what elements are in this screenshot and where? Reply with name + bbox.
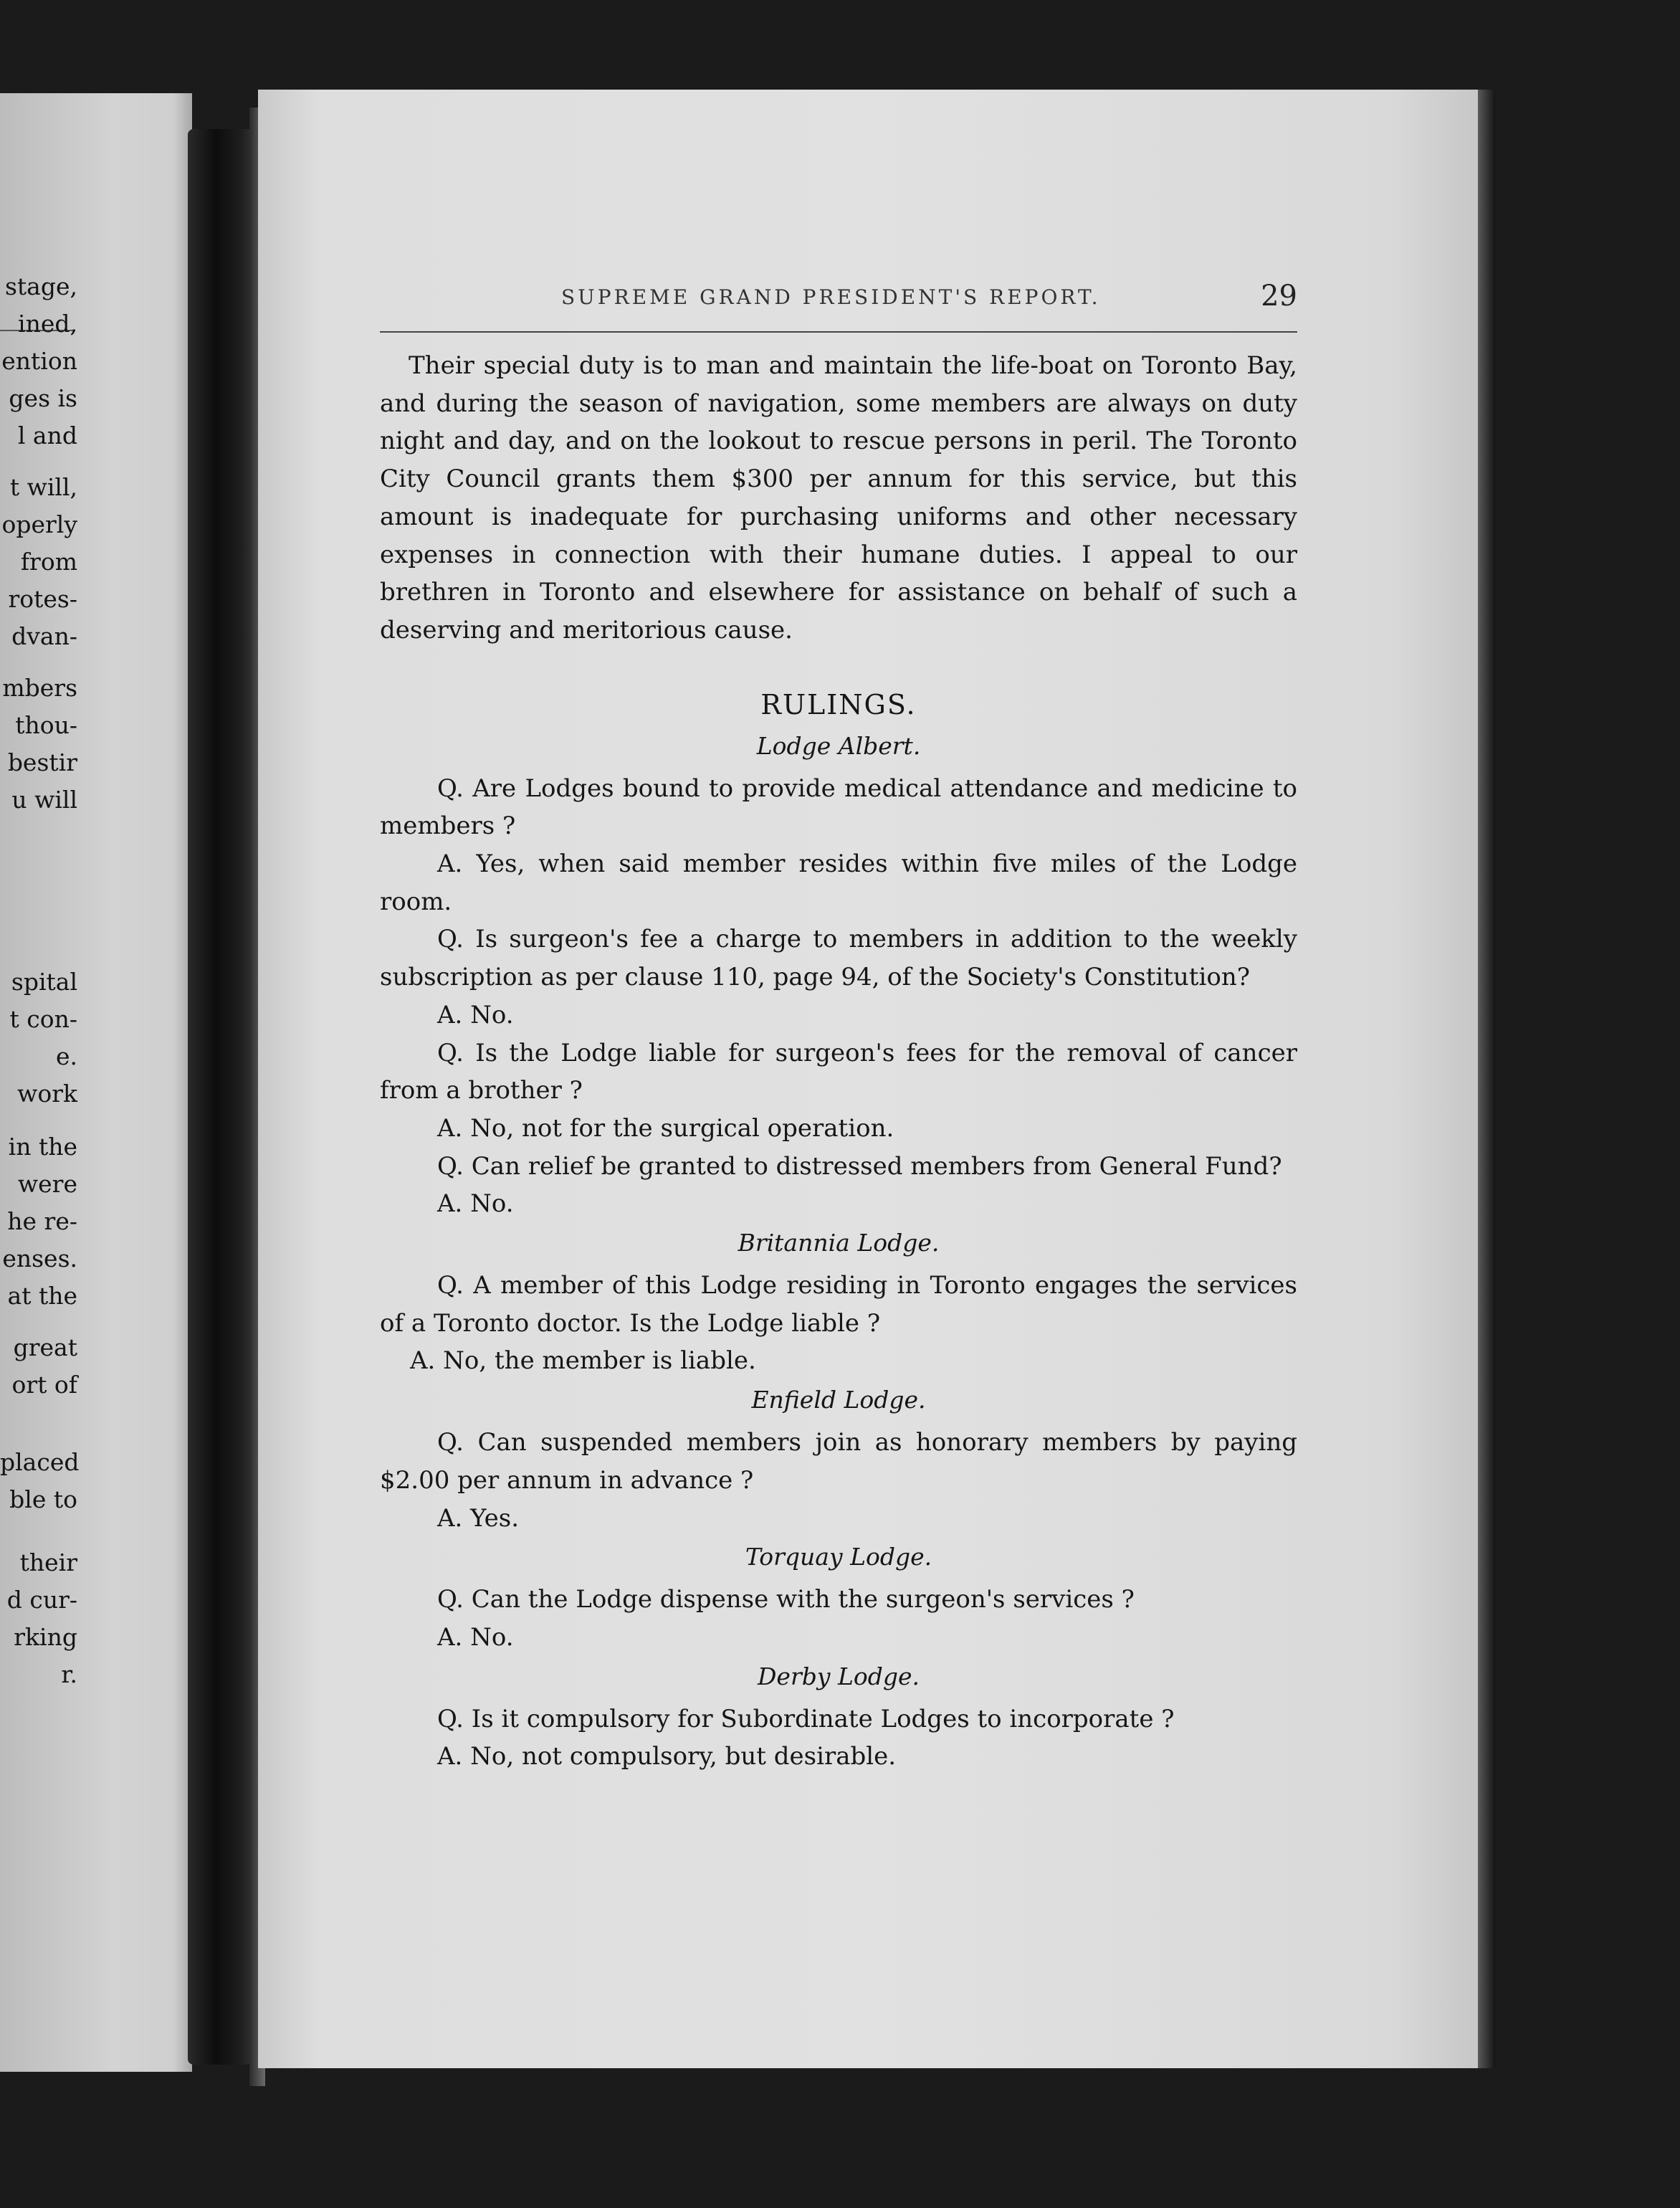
left-page-line: ble to (9, 1485, 77, 1513)
question: Q. Is the Lodge liable for surgeon's fees for the removal of cancer from a brother ? (380, 1038, 1297, 1105)
page-edge (1478, 90, 1495, 2068)
left-page-line: ges is (9, 384, 77, 412)
left-page-line: work (17, 1080, 77, 1108)
left-page-line: operly (1, 510, 77, 538)
question: Q. Are Lodges bound to provide medical attendance and medicine to members ? (380, 774, 1297, 841)
answer: A. No. (437, 1189, 514, 1219)
answer: A. No, not for the surgical operation. (437, 1113, 894, 1143)
left-page-line: spital (11, 968, 77, 996)
left-page-line: ort of (11, 1371, 77, 1399)
answer: A. Yes, when said member resides within five miles of the Lodge room. (380, 850, 1297, 916)
question: Q. Can suspended members join as honorary members by paying $2.00 per annum in advance ? (380, 1428, 1297, 1495)
left-page-line: their (19, 1548, 77, 1576)
left-page-line: he re- (7, 1207, 77, 1235)
left-page-line: r. (61, 1660, 77, 1688)
question: Q. Is it compulsory for Subordinate Lodges to incorporate ? (437, 1704, 1175, 1733)
left-page-line: mbers (2, 674, 77, 702)
left-page-line: d cur- (6, 1586, 77, 1614)
left-page-line: bestir (7, 748, 77, 776)
running-header (380, 280, 1297, 323)
left-page-line: dvan- (11, 622, 77, 650)
left-page-line: e. (55, 1042, 77, 1070)
left-page-line: placed (0, 1448, 80, 1476)
lodge-heading-derby: Derby Lodge. (757, 1662, 920, 1690)
lodge-heading-albert: Lodge Albert. (756, 731, 921, 760)
left-page-line: rotes- (8, 585, 77, 613)
left-page-line: t con- (9, 1005, 77, 1033)
header-rule (380, 331, 1297, 333)
left-page-line: t will, (9, 473, 77, 501)
lodge-heading-torquay: Torquay Lodge. (745, 1543, 932, 1571)
left-page-line: in the (8, 1133, 77, 1161)
left-page-line: ention (1, 347, 77, 375)
page-number: 29 (1261, 280, 1297, 313)
running-title: SUPREME GRAND PRESIDENT'S REPORT. (561, 285, 1101, 309)
left-page (0, 93, 192, 2072)
lodge-heading-enfield: Enfield Lodge. (751, 1386, 926, 1414)
question: Q. Is surgeon's fee a charge to members in addition to the weekly subscription as per clause 110, page 94, of the Society's Constitution? (380, 925, 1297, 992)
left-page-line: from (20, 548, 77, 576)
left-page-line: great (13, 1333, 77, 1361)
answer: A. No, not compulsory, but desirable. (437, 1742, 897, 1771)
rulings-heading: RULINGS. (760, 688, 917, 720)
left-page-line: thou- (15, 711, 77, 739)
left-page-line: u will (11, 786, 77, 814)
left-page-line: were (17, 1170, 77, 1198)
left-page-line: enses. (2, 1245, 77, 1272)
left-page-line: ined, (18, 310, 77, 338)
left-page-line: at the (7, 1282, 77, 1310)
answer: A. No. (437, 1000, 514, 1029)
question: Q. A member of this Lodge residing in Toronto engages the services of a Toronto doctor. Is the Lodge liable ? (380, 1271, 1297, 1338)
answer: A. No. (437, 1622, 514, 1652)
page-content (380, 280, 1297, 1776)
intro-paragraph: Their special duty is to man and maintain the life-boat on Toronto Bay, and during the season of navigation, some members are always on duty night and day, and on the lookout to rescue persons in peril. The Toronto City Council grants them $300 per annum for this service, but this amount is inadequate for purchasing uniforms and other necessary expenses in connection with their humane duties. I appeal to our brethren in Toronto and elsewhere for assistance on behalf of such a deserving and meritorious cause. (380, 351, 1297, 644)
question: Q. Can the Lodge dispense with the surgeon's services ? (437, 1585, 1135, 1614)
left-page-line: l and (17, 422, 77, 449)
left-page-line: stage, (4, 272, 77, 300)
left-page-line: rking (14, 1623, 77, 1651)
book-spine (188, 129, 258, 2065)
answer: A. Yes. (437, 1503, 520, 1533)
lodge-heading-britannia: Britannia Lodge. (738, 1229, 940, 1257)
question: Q. Can relief be granted to distressed members from General Fund? (437, 1151, 1282, 1181)
answer: A. No, the member is liable. (410, 1346, 756, 1376)
